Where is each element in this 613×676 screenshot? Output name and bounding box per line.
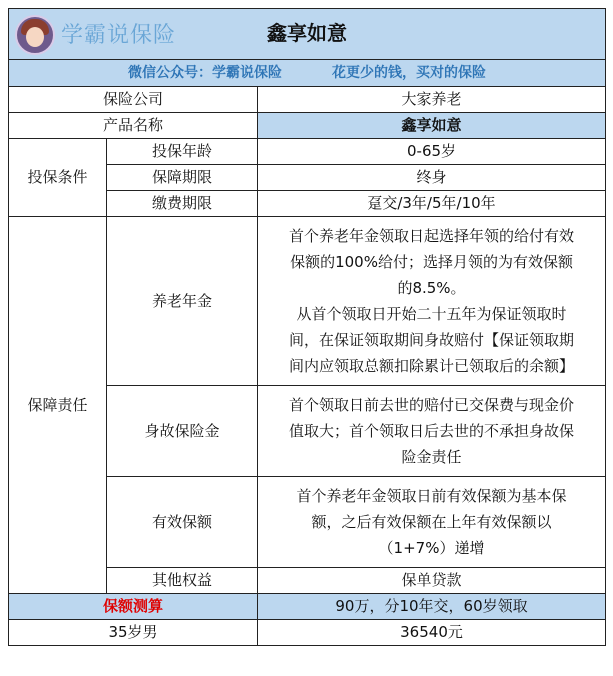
table-row-company [9,87,606,113]
desc-line: 首个养老年金领取日前有效保额为基本保 [296,487,567,505]
table-row-calc [9,594,606,620]
header-cell [9,9,606,60]
row-value: 36540元 [258,620,606,646]
table-row-age [9,139,606,165]
group-label-coverage: 保障责任 [9,217,107,594]
desc-line: 额，之后有效保额在上年有效保额以 [311,513,552,531]
row-label: 其他权益 [107,568,258,594]
row-value: 终身 [258,165,606,191]
row-value: 保单贷款 [258,568,606,594]
desc-line: 从首个领取日开始二十五年为保证领取时 [296,305,567,323]
table-row-annuity [9,217,606,386]
row-label: 投保年龄 [107,139,258,165]
table-row-male35 [9,620,606,646]
row-value: 90万，分10年交，60岁领取 [258,594,606,620]
desc-line: 间，在保证领取期间身故赔付【保证领取期 [289,331,575,349]
row-value: 鑫享如意 [258,113,606,139]
header-row [9,9,606,60]
desc-line: 保额的100%给付；选择月领的为有效保额 [290,253,573,271]
subheader-row [9,60,606,87]
row-label-highlight: 保额测算 [9,594,258,620]
row-value: 0-65岁 [258,139,606,165]
row-label: 身故保险金 [107,386,258,477]
row-label: 产品名称 [9,113,258,139]
desc-line: 间内应领取总额扣除累计已领取后的余额】 [289,357,575,375]
logo-text: 学霸说保险 [61,22,177,48]
row-value: 趸交/3年/5年/10年 [258,191,606,217]
row-description [258,217,606,386]
row-value: 大家养老 [258,87,606,113]
row-label: 养老年金 [107,217,258,386]
product-comparison-table [8,8,606,646]
row-label: 有效保额 [107,477,258,568]
slogan: 花更少的钱，买对的保险 [332,64,486,81]
row-label: 保障期限 [107,165,258,191]
row-description [258,386,606,477]
product-table-page [8,8,605,666]
page-title: 鑫享如意 [267,21,347,45]
wechat-account: 微信公众号：学霸说保险 [128,64,282,81]
row-label: 缴费期限 [107,191,258,217]
desc-line: 值取大；首个领取日后去世的不承担身故保 [289,422,575,440]
row-description [258,477,606,568]
subheader-cell [9,60,606,87]
row-label: 保险公司 [9,87,258,113]
desc-line: 首个养老年金领取日起选择年领的给付有效 [289,227,575,245]
group-label-conditions: 投保条件 [9,139,107,217]
desc-line: 首个领取日前去世的赔付已交保费与现金价 [289,396,575,414]
table-row-product [9,113,606,139]
row-label: 35岁男 [9,620,258,646]
desc-line: （1+7%）递增 [378,539,485,557]
desc-line: 险金责任 [401,448,462,466]
desc-line: 的8.5%。 [397,279,466,297]
